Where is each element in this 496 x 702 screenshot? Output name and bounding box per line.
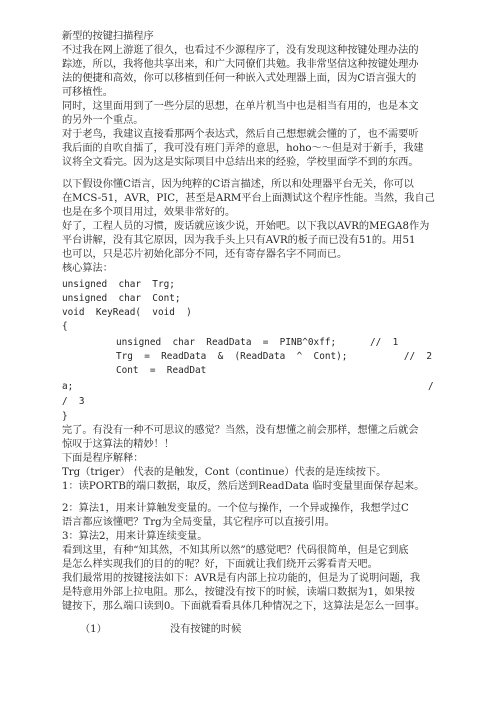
paragraph-line: 3：算法2，用来计算连续变量。 [62,531,208,542]
paragraph-line: 语言都应该懂吧？Trg为全局变量，其它程序可以直接引用。 [62,517,335,528]
code-line-comment-slash: / [428,381,434,392]
paragraph-line: 我们最常用的按键接法如下：AVR是有内部上拉功能的，但是为了说明问题，我 [62,573,421,584]
code-line: } [62,411,68,422]
paragraph-line: 平台讲解，没有其它原因，因为我手头上只有AVR的板子而已没有51的。用51 [62,235,416,246]
doc-title: 新型的按键扫描程序 [62,31,154,42]
code-line: unsigned char ReadData = PINB^0xff; // 1 [116,337,399,348]
code-line: Trg = ReadData & (ReadData ^ Cont); // 2 [116,351,433,362]
paragraph-line: 同时，这里面用到了一些分层的思想，在单片机当中也是相当有用的，也是本文 [62,101,419,112]
paragraph-line: 议将全文看完。因为这是实际项目中总结出来的经验，学校里面学不到的东西。 [62,157,419,168]
code-line: a; [62,381,74,392]
paragraph-line: 下面是程序解释： [62,453,144,464]
paragraph-line: 我后面的自吹自擂了，我可没有班门弄斧的意思，hoho～～但是对于新手，我建 [62,143,424,154]
paragraph-line: 完了。有没有一种不可思议的感觉？当然，没有想懂之前会那样，想懂之后就会 [62,425,419,436]
paragraph-line: 对于老鸟，我建议直接看那两个表达式，然后自己想想就会懂的了，也不需要听 [62,129,419,140]
code-line: unsigned char Cont; [62,293,181,304]
core-algorithm-label: 核心算法： [62,263,113,274]
code-line: Cont = ReadDat [116,365,207,376]
paragraph-line: Trg（triger） 代表的是触发，Cont（continue）代表的是连续按下。 [62,467,387,478]
paragraph-line: 以下假设你懂C语言，因为纯粹的C语言描述，所以和处理器平台无关，你可以 [62,179,414,190]
paragraph-line: 2：算法1，用来计算触发变量的。一个位与操作，一个异或操作，我想学过C [62,503,409,514]
section-number: （1） [80,624,107,635]
paragraph-line: 法的便捷和高效，你可以移植到任何一种嵌入式处理器上面，因为C语言强大的 [62,73,417,84]
paragraph-line: 在MCS-51，AVR，PIC，甚至是ARM平台上面测试这个程序性能。当然，我自己 [62,193,435,204]
paragraph-line: 不过我在网上游逛了很久，也看过不少源程序了，没有发现这种按键处理办法的 [62,45,419,56]
section-title: 没有按键的时候 [170,624,242,635]
paragraph-line: 是怎么样实现我们的目的的呢？好，下面就让我们绕开云雾看青天吧。 [62,559,378,570]
code-line: / 3 [62,396,85,407]
paragraph-line: 看到这里，有种“知其然，不知其所以然”的感觉吧？代码很简单，但是它到底 [62,545,409,556]
paragraph-line: 的另外一个重点。 [62,115,144,126]
paragraph-line: 是特意用外部上拉电阻。那么，按键没有按下的时候，读端口数据为1，如果按 [62,587,415,598]
paragraph-line: 也是在多个项目用过，效果非常好的。 [62,207,236,218]
paragraph-line: 可移植性。 [62,87,113,98]
paragraph-line: 1：读PORTB的端口数据，取反，然后送到ReadData 临时变量里面保存起来。 [62,481,425,492]
paragraph-line: 惊叹于这算法的精妙！！ [62,439,175,450]
paragraph-line: 也可以，只是芯片初始化部分不同，还有寄存器名字不同而已。 [62,249,348,260]
paragraph-line: 好了，工程人员的习惯，废话就应该少说，开始吧。以下我以AVR的MEGA8作为 [62,221,430,232]
paragraph-line: 踪迹，所以，我将他共享出来，和广大同僚们共勉。我非常坚信这种按键处理办 [62,59,419,70]
code-line: void KeyRead( void ) [62,307,192,318]
code-line: { [62,321,68,332]
code-line: unsigned char Trg; [62,279,175,290]
paragraph-line: 键按下，那么端口读到0。下面就看看具体几种情况之下，这算法是怎么一回事。 [62,601,426,612]
